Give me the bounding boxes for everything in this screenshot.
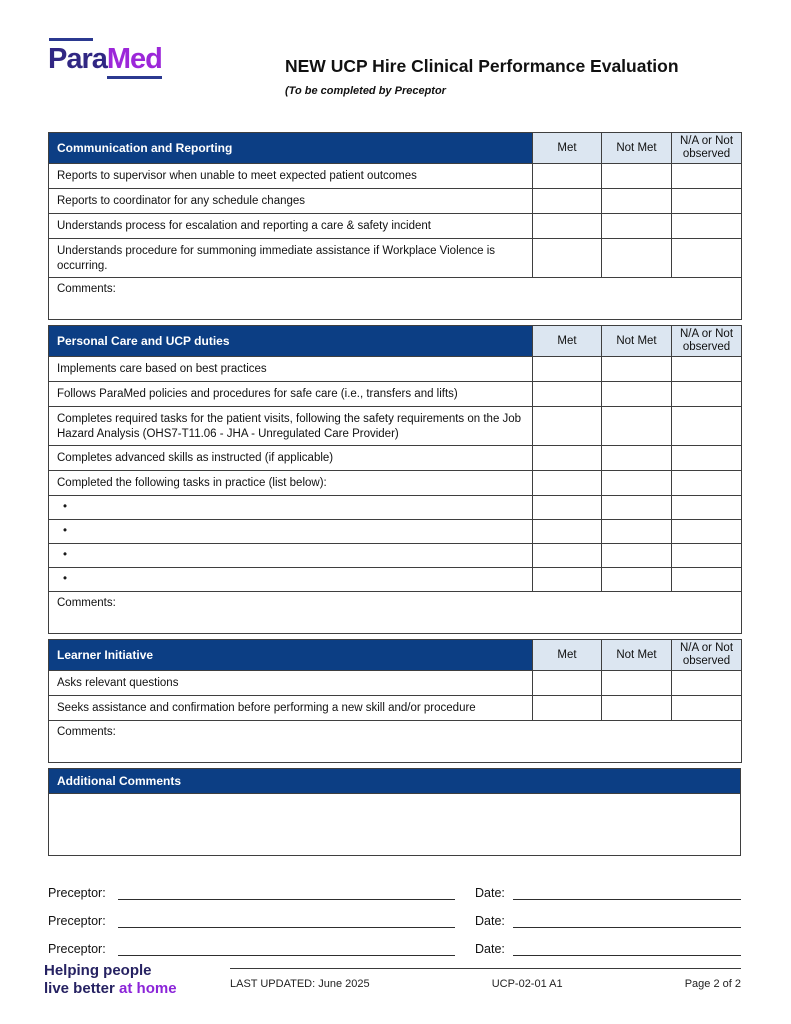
criterion-text: Follows ParaMed policies and procedures for safe care (i.e., transfers and lifts)	[49, 382, 533, 407]
criterion-text: Completes advanced skills as instructed (if applicable)	[49, 446, 533, 471]
preceptor-label: Preceptor:	[48, 886, 106, 900]
criterion-row	[49, 407, 742, 446]
preceptor-signature-line[interactable]	[118, 940, 455, 956]
met-cell[interactable]	[533, 164, 602, 189]
na-column-header: N/A or Not observed	[672, 326, 742, 357]
comments-cell[interactable]: Comments:	[49, 278, 742, 320]
additional-comments-box[interactable]	[49, 794, 741, 856]
met-cell[interactable]	[533, 407, 602, 446]
logo-top-line	[49, 38, 93, 41]
criterion-text: Reports to coordinator for any schedule changes	[49, 189, 533, 214]
na-cell[interactable]	[672, 214, 742, 239]
section-header: Learner Initiative	[49, 640, 533, 671]
page-title: NEW UCP Hire Clinical Performance Evaluation	[285, 56, 679, 76]
na-cell[interactable]	[672, 407, 742, 446]
not-met-cell[interactable]	[602, 496, 672, 520]
met-cell[interactable]	[533, 696, 602, 721]
criterion-row	[49, 357, 742, 382]
na-cell[interactable]	[672, 164, 742, 189]
criterion-row	[49, 446, 742, 471]
criterion-text: Understands procedure for summoning immediate assistance if Workplace Violence is occurring.	[49, 239, 533, 278]
not-met-column-header: Not Met	[602, 326, 672, 357]
tagline-line2a: live better	[44, 980, 120, 997]
criterion-row	[49, 544, 742, 568]
criterion-row	[49, 568, 742, 592]
na-cell[interactable]	[672, 471, 742, 496]
evaluation-table	[48, 325, 742, 634]
criterion-text: Seeks assistance and confirmation before performing a new skill and/or procedure	[49, 696, 533, 721]
criterion-text: Asks relevant questions	[49, 671, 533, 696]
met-column-header: Met	[533, 640, 602, 671]
page-subtitle: (To be completed by Preceptor	[285, 85, 446, 97]
not-met-cell[interactable]	[602, 189, 672, 214]
criterion-row	[49, 164, 742, 189]
tables	[48, 132, 741, 861]
met-cell[interactable]	[533, 544, 602, 568]
criterion-text: Reports to supervisor when unable to meet expected patient outcomes	[49, 164, 533, 189]
na-cell[interactable]	[672, 446, 742, 471]
met-cell[interactable]	[533, 520, 602, 544]
na-cell[interactable]	[672, 568, 742, 592]
evaluation-table	[48, 639, 742, 763]
date-label: Date:	[475, 942, 505, 956]
criterion-row	[49, 471, 742, 496]
na-cell[interactable]	[672, 520, 742, 544]
comments-cell[interactable]: Comments:	[49, 592, 742, 634]
tagline	[44, 962, 177, 998]
signature-row	[48, 936, 741, 956]
evaluation-table	[48, 132, 742, 320]
criterion-row	[49, 214, 742, 239]
criterion-row	[49, 696, 742, 721]
logo-text-med: Med	[107, 43, 162, 79]
tagline-line2b: at home	[119, 980, 177, 997]
preceptor-signature-line[interactable]	[118, 912, 455, 928]
na-cell[interactable]	[672, 696, 742, 721]
not-met-cell[interactable]	[602, 357, 672, 382]
not-met-cell[interactable]	[602, 520, 672, 544]
page-number: Page 2 of 2	[684, 978, 741, 990]
criterion-row	[49, 189, 742, 214]
criterion-row	[49, 239, 742, 278]
paramed-logo	[48, 38, 162, 74]
criterion-text: Completed the following tasks in practice (list below):	[49, 471, 533, 496]
na-column-header: N/A or Not observed	[672, 640, 742, 671]
not-met-cell[interactable]	[602, 239, 672, 278]
date-line[interactable]	[513, 940, 741, 956]
bullet-list-cell[interactable]: •	[49, 496, 533, 520]
criterion-row	[49, 671, 742, 696]
date-label: Date:	[475, 914, 505, 928]
not-met-column-header: Not Met	[602, 640, 672, 671]
additional-comments-header: Additional Comments	[49, 769, 741, 794]
not-met-column-header: Not Met	[602, 133, 672, 164]
date-label: Date:	[475, 886, 505, 900]
last-updated: LAST UPDATED: June 2025	[230, 978, 370, 990]
not-met-cell[interactable]	[602, 214, 672, 239]
met-cell[interactable]	[533, 568, 602, 592]
not-met-cell[interactable]	[602, 568, 672, 592]
met-cell[interactable]	[533, 446, 602, 471]
criterion-text: Implements care based on best practices	[49, 357, 533, 382]
not-met-cell[interactable]	[602, 696, 672, 721]
met-cell[interactable]	[533, 189, 602, 214]
not-met-cell[interactable]	[602, 407, 672, 446]
section-header: Communication and Reporting	[49, 133, 533, 164]
met-cell[interactable]	[533, 382, 602, 407]
criterion-text: Understands process for escalation and reporting a care & safety incident	[49, 214, 533, 239]
met-cell[interactable]	[533, 214, 602, 239]
na-cell[interactable]	[672, 357, 742, 382]
bullet-list-cell[interactable]: •	[49, 520, 533, 544]
signature-section	[48, 880, 741, 964]
criterion-row	[49, 496, 742, 520]
not-met-cell[interactable]	[602, 544, 672, 568]
preceptor-signature-line[interactable]	[118, 884, 455, 900]
not-met-cell[interactable]	[602, 471, 672, 496]
date-line[interactable]	[513, 912, 741, 928]
na-cell[interactable]	[672, 544, 742, 568]
na-cell[interactable]	[672, 496, 742, 520]
not-met-cell[interactable]	[602, 164, 672, 189]
additional-comments-table	[48, 768, 741, 856]
comments-cell[interactable]: Comments:	[49, 721, 742, 763]
na-column-header: N/A or Not observed	[672, 133, 742, 164]
footer-meta	[230, 968, 741, 990]
doc-code: UCP-02-01 A1	[491, 978, 563, 990]
criterion-row	[49, 382, 742, 407]
signature-row	[48, 908, 741, 928]
criterion-row	[49, 520, 742, 544]
criterion-text: Completes required tasks for the patient visits, following the safety requirements on the Job Hazard Analysis (OHS7-T11.06 - JHA - Unregulated Care Provider)	[49, 407, 533, 446]
met-cell[interactable]	[533, 496, 602, 520]
logo-text-para: Para	[48, 43, 107, 75]
not-met-cell[interactable]	[602, 671, 672, 696]
title-block	[285, 56, 745, 97]
na-cell[interactable]	[672, 671, 742, 696]
met-cell[interactable]	[533, 239, 602, 278]
bullet-list-cell[interactable]: •	[49, 544, 533, 568]
preceptor-label: Preceptor:	[48, 942, 106, 956]
signature-row	[48, 880, 741, 900]
met-column-header: Met	[533, 133, 602, 164]
na-cell[interactable]	[672, 382, 742, 407]
not-met-cell[interactable]	[602, 446, 672, 471]
met-cell[interactable]	[533, 671, 602, 696]
section-header: Personal Care and UCP duties	[49, 326, 533, 357]
not-met-cell[interactable]	[602, 382, 672, 407]
met-cell[interactable]	[533, 471, 602, 496]
date-line[interactable]	[513, 884, 741, 900]
na-cell[interactable]	[672, 239, 742, 278]
na-cell[interactable]	[672, 189, 742, 214]
preceptor-label: Preceptor:	[48, 914, 106, 928]
met-column-header: Met	[533, 326, 602, 357]
bullet-list-cell[interactable]: •	[49, 568, 533, 592]
tagline-line1: Helping people	[44, 962, 152, 979]
met-cell[interactable]	[533, 357, 602, 382]
